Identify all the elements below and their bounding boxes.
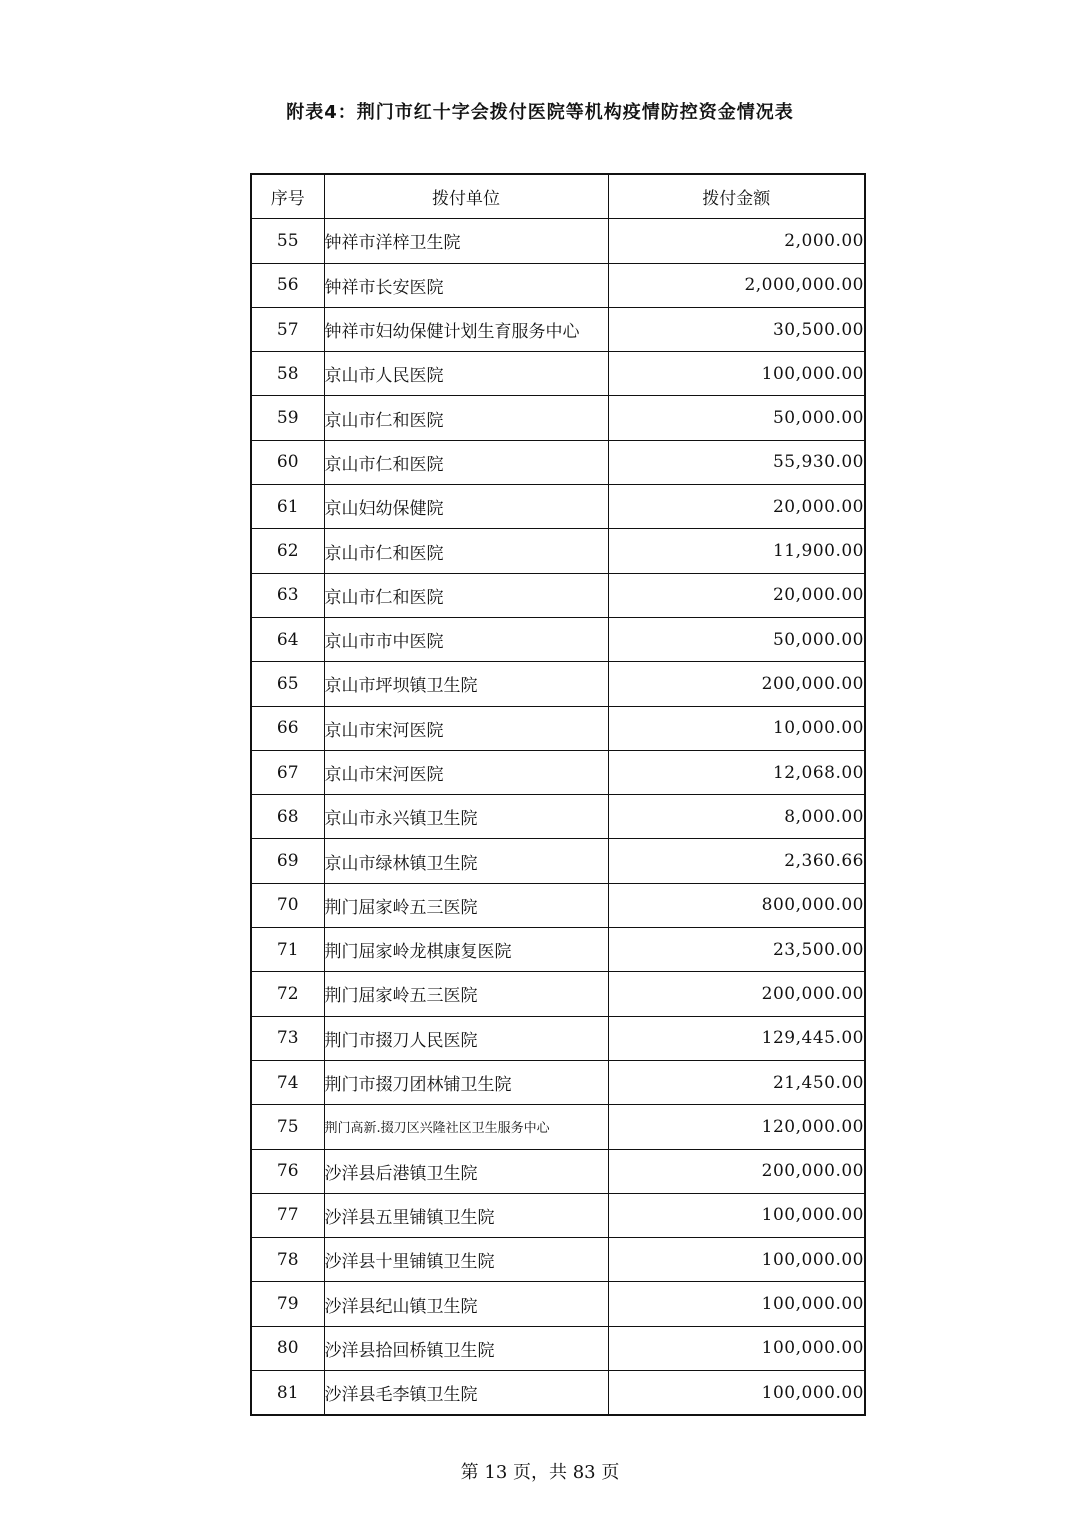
unit-name-cell: 钟祥市洋梓卫生院	[324, 219, 608, 263]
row-number-cell: 74	[251, 1060, 324, 1104]
column-header-amount: 拨付金额	[608, 174, 865, 219]
document-title: 附表4：荆门市红十字会拨付医院等机构疫情防控资金情况表	[286, 102, 794, 123]
amount-cell: 100,000.00	[608, 1238, 865, 1282]
amount-cell: 200,000.00	[608, 662, 865, 706]
table-row	[251, 839, 865, 883]
column-header-no: 序号	[251, 174, 324, 219]
row-number-cell: 63	[251, 573, 324, 617]
table-row	[251, 1371, 865, 1416]
row-number-cell: 69	[251, 839, 324, 883]
unit-name-cell: 沙洋县拾回桥镇卫生院	[324, 1326, 608, 1370]
amount-cell: 23,500.00	[608, 928, 865, 972]
row-number-cell: 78	[251, 1238, 324, 1282]
table-row	[251, 219, 865, 263]
unit-name-cell: 京山市仁和医院	[324, 573, 608, 617]
row-number-cell: 79	[251, 1282, 324, 1326]
table-row	[251, 1105, 865, 1149]
row-number-cell: 55	[251, 219, 324, 263]
unit-name-cell: 荆门高新.掇刀区兴隆社区卫生服务中心	[324, 1105, 608, 1149]
table-row	[251, 662, 865, 706]
amount-cell: 129,445.00	[608, 1016, 865, 1060]
row-number-cell: 70	[251, 883, 324, 927]
amount-cell: 2,360.66	[608, 839, 865, 883]
row-number-cell: 66	[251, 706, 324, 750]
row-number-cell: 81	[251, 1371, 324, 1416]
unit-name-cell: 京山市仁和医院	[324, 440, 608, 484]
table-header-row	[251, 174, 865, 219]
unit-name-cell: 京山市永兴镇卫生院	[324, 795, 608, 839]
row-number-cell: 61	[251, 485, 324, 529]
page-number: 第 13 页，共 83 页	[460, 1462, 620, 1483]
row-number-cell: 80	[251, 1326, 324, 1370]
unit-name-cell: 荆门市掇刀人民医院	[324, 1016, 608, 1060]
unit-name-cell: 京山市仁和医院	[324, 396, 608, 440]
row-number-cell: 58	[251, 352, 324, 396]
unit-name-cell: 京山市宋河医院	[324, 750, 608, 794]
amount-cell: 10,000.00	[608, 706, 865, 750]
amount-cell: 2,000,000.00	[608, 263, 865, 307]
amount-cell: 100,000.00	[608, 1193, 865, 1237]
table-row	[251, 263, 865, 307]
amount-cell: 21,450.00	[608, 1060, 865, 1104]
amount-cell: 12,068.00	[608, 750, 865, 794]
amount-cell: 100,000.00	[608, 1326, 865, 1370]
unit-name-cell: 沙洋县后港镇卫生院	[324, 1149, 608, 1193]
amount-cell: 11,900.00	[608, 529, 865, 573]
unit-name-cell: 荆门屈家岭五三医院	[324, 972, 608, 1016]
amount-cell: 100,000.00	[608, 1371, 865, 1416]
amount-cell: 8,000.00	[608, 795, 865, 839]
row-number-cell: 67	[251, 750, 324, 794]
row-number-cell: 68	[251, 795, 324, 839]
funding-table	[250, 173, 866, 1416]
table-row	[251, 1326, 865, 1370]
table-row	[251, 440, 865, 484]
table-body	[251, 219, 865, 1416]
amount-cell: 20,000.00	[608, 485, 865, 529]
unit-name-cell: 京山市仁和医院	[324, 529, 608, 573]
table-row	[251, 972, 865, 1016]
amount-cell: 20,000.00	[608, 573, 865, 617]
row-number-cell: 76	[251, 1149, 324, 1193]
unit-name-cell: 钟祥市妇幼保健计划生育服务中心	[324, 307, 608, 351]
table-row	[251, 1282, 865, 1326]
table-row	[251, 485, 865, 529]
unit-name-cell: 沙洋县毛李镇卫生院	[324, 1371, 608, 1416]
unit-name-cell: 沙洋县五里铺镇卫生院	[324, 1193, 608, 1237]
unit-name-cell: 京山市绿林镇卫生院	[324, 839, 608, 883]
unit-name-cell: 沙洋县纪山镇卫生院	[324, 1282, 608, 1326]
table-row	[251, 307, 865, 351]
table-row	[251, 1060, 865, 1104]
row-number-cell: 65	[251, 662, 324, 706]
table-row	[251, 750, 865, 794]
table-row	[251, 396, 865, 440]
table-row	[251, 1238, 865, 1282]
table-row	[251, 706, 865, 750]
row-number-cell: 73	[251, 1016, 324, 1060]
amount-cell: 200,000.00	[608, 1149, 865, 1193]
table-row	[251, 573, 865, 617]
table-row	[251, 883, 865, 927]
unit-name-cell: 荆门屈家岭五三医院	[324, 883, 608, 927]
row-number-cell: 56	[251, 263, 324, 307]
unit-name-cell: 京山市人民医院	[324, 352, 608, 396]
row-number-cell: 71	[251, 928, 324, 972]
unit-name-cell: 京山妇幼保健院	[324, 485, 608, 529]
unit-name-cell: 钟祥市长安医院	[324, 263, 608, 307]
amount-cell: 100,000.00	[608, 1282, 865, 1326]
row-number-cell: 72	[251, 972, 324, 1016]
unit-name-cell: 京山市市中医院	[324, 617, 608, 661]
row-number-cell: 75	[251, 1105, 324, 1149]
unit-name-cell: 沙洋县十里铺镇卫生院	[324, 1238, 608, 1282]
table-row	[251, 928, 865, 972]
amount-cell: 800,000.00	[608, 883, 865, 927]
table-row	[251, 529, 865, 573]
amount-cell: 55,930.00	[608, 440, 865, 484]
amount-cell: 120,000.00	[608, 1105, 865, 1149]
table-row	[251, 352, 865, 396]
column-header-unit: 拨付单位	[324, 174, 608, 219]
row-number-cell: 57	[251, 307, 324, 351]
amount-cell: 50,000.00	[608, 617, 865, 661]
row-number-cell: 59	[251, 396, 324, 440]
amount-cell: 30,500.00	[608, 307, 865, 351]
amount-cell: 50,000.00	[608, 396, 865, 440]
unit-name-cell: 京山市坪坝镇卫生院	[324, 662, 608, 706]
row-number-cell: 60	[251, 440, 324, 484]
unit-name-cell: 荆门市掇刀团林铺卫生院	[324, 1060, 608, 1104]
table-row	[251, 1149, 865, 1193]
unit-name-cell: 荆门屈家岭龙棋康复医院	[324, 928, 608, 972]
table-row	[251, 1193, 865, 1237]
amount-cell: 200,000.00	[608, 972, 865, 1016]
table-row	[251, 795, 865, 839]
amount-cell: 2,000.00	[608, 219, 865, 263]
row-number-cell: 62	[251, 529, 324, 573]
table-row	[251, 617, 865, 661]
row-number-cell: 77	[251, 1193, 324, 1237]
row-number-cell: 64	[251, 617, 324, 661]
unit-name-cell: 京山市宋河医院	[324, 706, 608, 750]
amount-cell: 100,000.00	[608, 352, 865, 396]
table-row	[251, 1016, 865, 1060]
